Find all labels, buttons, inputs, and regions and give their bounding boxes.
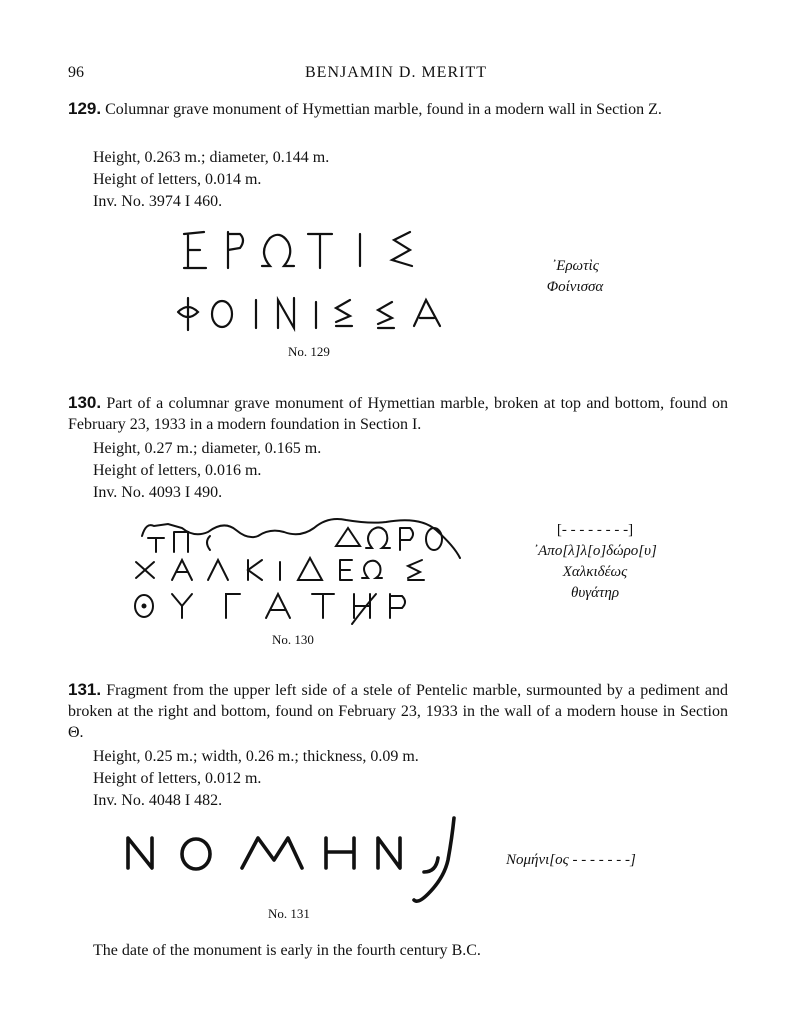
figure-caption-131: No. 131 bbox=[268, 906, 310, 921]
entry-131-number: 131. bbox=[68, 680, 102, 699]
entry-130-measurements bbox=[93, 438, 321, 504]
measurement-line: Height of letters, 0.016 m. bbox=[93, 462, 262, 479]
closing-text: The date of the monument is early in the fourth century bbox=[93, 942, 448, 959]
running-head-author: BENJAMIN D. MERITT bbox=[305, 64, 487, 81]
figure-caption-129: No. 129 bbox=[288, 344, 330, 359]
transcription-line: [- - - - - - - -] bbox=[556, 522, 634, 538]
figure-caption-130: No. 130 bbox=[272, 632, 314, 647]
measurement-line: Height, 0.263 m.; diameter, 0.144 m. bbox=[93, 149, 330, 166]
measurement-line: Height, 0.27 m.; diameter, 0.165 m. bbox=[93, 440, 322, 457]
inscription-130-drawing bbox=[124, 512, 464, 632]
transcription-130 bbox=[520, 520, 670, 604]
entry-131-paragraph bbox=[68, 679, 728, 743]
page-number: 96 bbox=[68, 64, 84, 81]
measurement-line: Height of letters, 0.014 m. bbox=[93, 171, 262, 188]
inscription-129-drawing bbox=[170, 222, 460, 342]
entry-129-number: 129. bbox=[68, 99, 102, 118]
transcription-line: ᾿Απο[λ]λ[ο]δώρο[υ] bbox=[533, 543, 657, 559]
measurement-line: Inv. No. 3974 I 460. bbox=[93, 193, 223, 210]
transcription-line: Φοίνισσα bbox=[546, 279, 604, 295]
closing-paragraph bbox=[93, 942, 481, 960]
entry-130-text: Part of a columnar grave monument of Hymettian marble, broken at top and bottom, found on February 23, 1933 in a modern foundation in Section Ι. bbox=[68, 395, 729, 433]
measurement-line: Height, 0.25 m.; width, 0.26 m.; thickness, 0.09 m. bbox=[93, 748, 419, 765]
transcription-131 bbox=[506, 850, 676, 871]
entry-131-text: Fragment from the upper left side of a stele of Pentelic marble, surmounted by a pediment and broken at the right and bottom, found on February 23, 1933 in the wall of a modern house in Section Θ. bbox=[68, 682, 728, 741]
transcription-line: Χαλκιδέως bbox=[562, 564, 628, 580]
entry-129-text: Columnar grave monument of Hymettian marble, found in a modern wall in Section Z. bbox=[105, 101, 662, 118]
entry-129-measurements bbox=[93, 147, 329, 213]
inscription-131-drawing bbox=[118, 812, 468, 908]
entry-130-paragraph bbox=[68, 392, 728, 435]
closing-era: B.C. bbox=[451, 942, 481, 959]
entry-131-measurements bbox=[93, 746, 419, 812]
transcription-line: Νομήνι[ος - - - - - - -] bbox=[506, 852, 636, 868]
entry-130-number: 130. bbox=[68, 393, 102, 412]
transcription-line: ᾿Ερωτὶς bbox=[551, 258, 599, 274]
measurement-line: Inv. No. 4093 I 490. bbox=[93, 484, 223, 501]
transcription-line: θυγάτηρ bbox=[570, 585, 620, 601]
entry-129-paragraph bbox=[68, 98, 728, 120]
measurement-line: Height of letters, 0.012 m. bbox=[93, 770, 262, 787]
measurement-line: Inv. No. 4048 I 482. bbox=[93, 792, 223, 809]
transcription-129 bbox=[520, 256, 630, 298]
